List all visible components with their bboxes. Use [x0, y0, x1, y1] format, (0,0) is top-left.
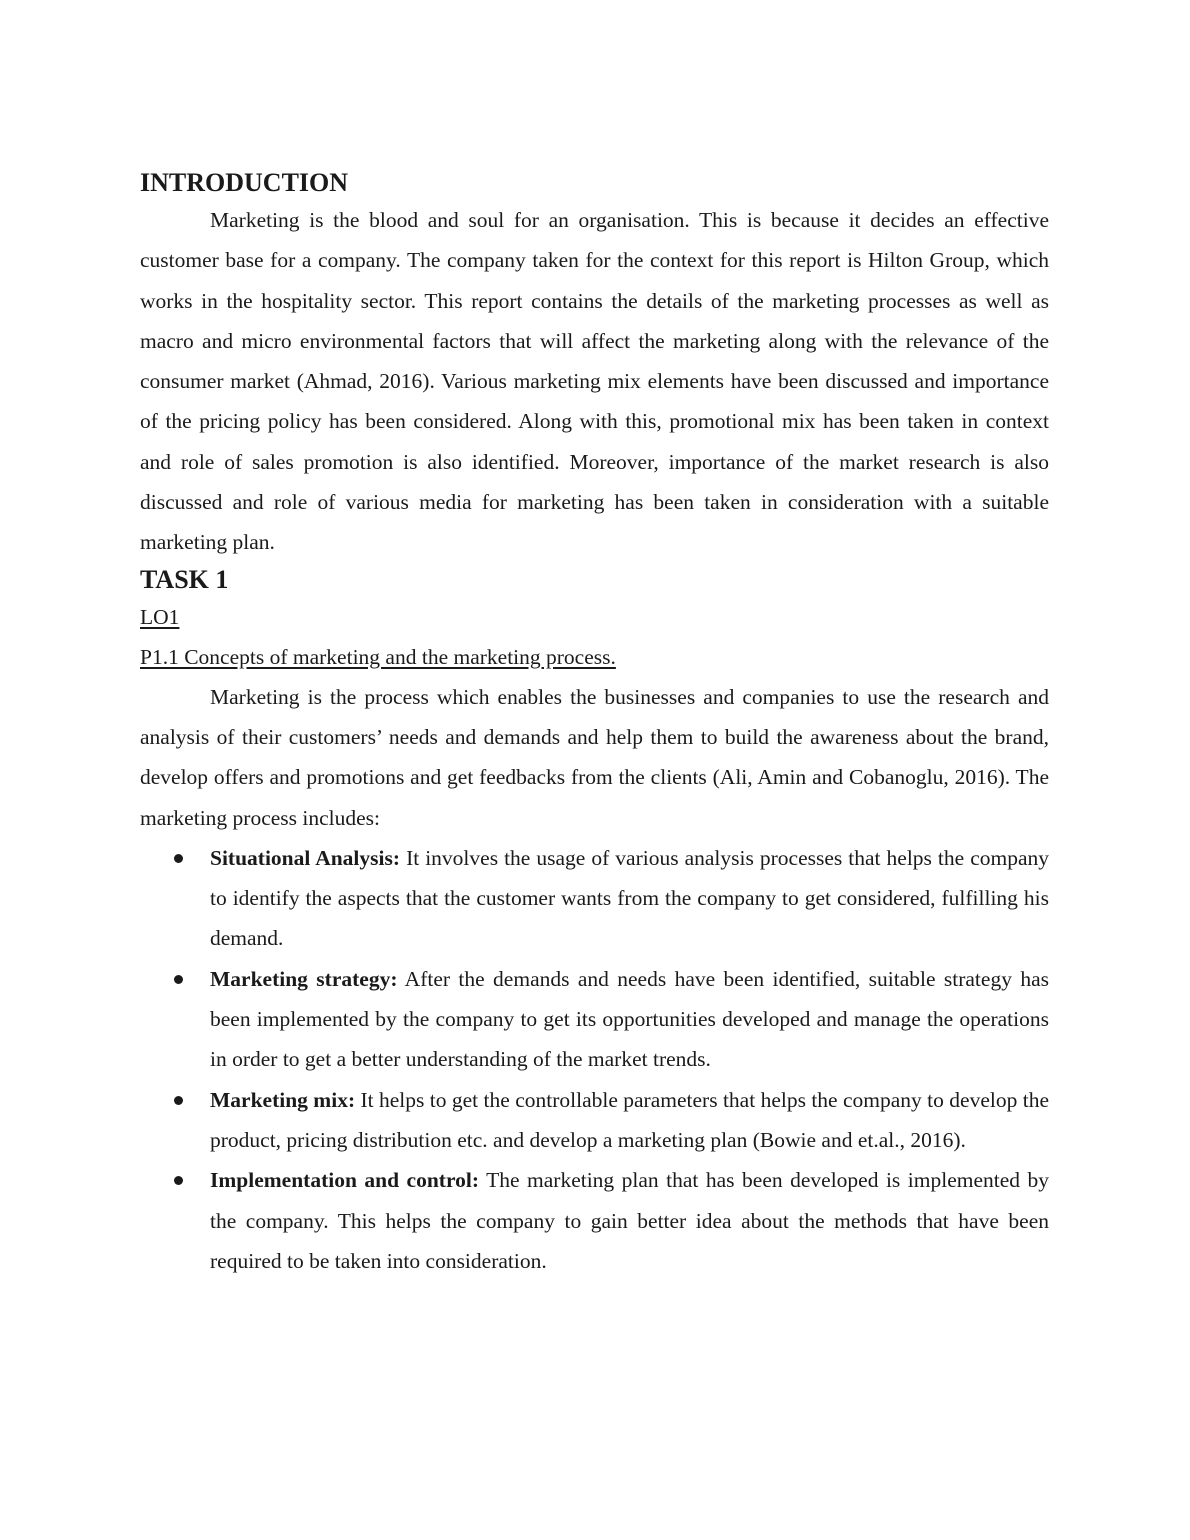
list-item-term: Marketing mix:: [210, 1087, 356, 1112]
document-page: [140, 166, 1049, 1281]
lo1-label: LO1: [140, 604, 180, 629]
list-item-term: Situational Analysis:: [210, 845, 401, 870]
list-item: [140, 1160, 1049, 1281]
bullet-icon: [174, 854, 183, 863]
task1-heading: TASK 1: [140, 564, 229, 594]
introduction-paragraph: Marketing is the blood and soul for an organisation. This is because it decides an effective customer base for a company. The company taken for the context for this report is Hilton Group, which works in the hospitality sector. This report contains the details of the marketing processes as well as macro and micro environmental factors that will affect the marketing along with the relevance of the consumer market (Ahmad, 2016). Various marketing mix elements have been discussed and importance of the pricing policy has been considered. Along with this, promotional mix has been taken in context and role of sales promotion is also identified. Moreover, importance of the market research is also discussed and role of various media for marketing has been taken in consideration with a suitable marketing plan.: [140, 208, 1049, 555]
list-item: [140, 838, 1049, 959]
marketing-process-list: [140, 838, 1049, 1281]
task1-paragraph: Marketing is the process which enables the businesses and companies to use the research and analysis of their customers’ needs and demands and help them to build the awareness about the brand, develop offers and promotions and get feedbacks from the clients (Ali, Amin and Cobanoglu, 2016). The marketing process includes:: [140, 684, 1049, 830]
bullet-icon: [174, 1096, 183, 1105]
list-item: [140, 1080, 1049, 1161]
list-item-text: After the demands and needs have been identified, suitable strategy has been implemented by the company to get its opportunities developed and manage the operations in order to get a better understanding of the market trends.: [210, 966, 1049, 1072]
list-item-term: Marketing strategy:: [210, 966, 398, 991]
list-item-term: Implementation and control:: [210, 1168, 479, 1193]
bullet-icon: [174, 975, 183, 984]
introduction-heading: INTRODUCTION: [140, 168, 349, 197]
list-item-text: The marketing plan that has been developed is implemented by the company. This helps the company to gain better idea about the methods that have been required to be taken into consideration.: [210, 1168, 1049, 1273]
p1-1-subheading: P1.1 Concepts of marketing and the marketing process.: [140, 644, 616, 669]
list-item-text: It involves the usage of various analysis processes that helps the company to identify the aspects that the customer wants from the company to get considered, fulfilling his demand.: [210, 845, 1050, 951]
bullet-icon: [174, 1176, 183, 1185]
list-item: [140, 959, 1049, 1080]
list-item-text: It helps to get the controllable parameters that helps the company to develop the product, pricing distribution etc. and develop a marketing plan (Bowie and et.al., 2016).: [210, 1087, 1049, 1152]
